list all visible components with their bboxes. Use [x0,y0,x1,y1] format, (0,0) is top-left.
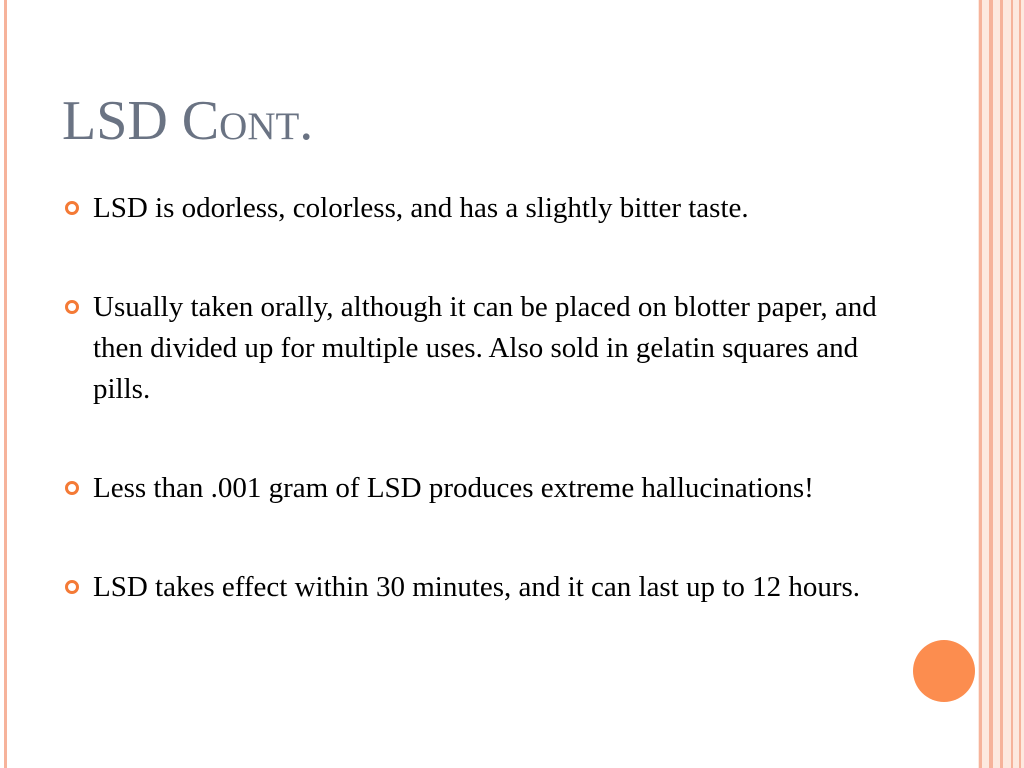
bullet-text: LSD is odorless, colorless, and has a slightly bitter taste. [93,192,749,224]
bullet-list [62,188,892,608]
bullet-item [62,567,892,608]
circle-bullet-icon [65,481,79,495]
orange-circle-decoration [913,640,975,702]
bullet-text: Less than .001 gram of LSD produces extreme hallucinations! [93,472,814,504]
bullet-item [62,188,892,229]
bullet-item [62,287,892,410]
circle-bullet-icon [65,201,79,215]
title-main: LSD C [62,90,220,152]
right-stripe [1019,0,1021,768]
right-stripe [1011,0,1013,768]
circle-bullet-icon [65,300,79,314]
circle-bullet-icon [65,580,79,594]
right-stripe [1000,0,1003,768]
bullet-text: Usually taken orally, although it can be placed on blotter paper, and then divided up for multiple uses. Also sold in gelatin squares and pills. [93,291,877,405]
bullet-item [62,468,892,509]
bullet-text: LSD takes effect within 30 minutes, and it can last up to 12 hours. [93,571,861,603]
right-stripe [979,0,982,768]
left-decorative-stripe [4,0,7,768]
right-stripe [989,0,993,768]
slide-title [62,88,313,154]
title-tail: ont. [219,90,314,152]
